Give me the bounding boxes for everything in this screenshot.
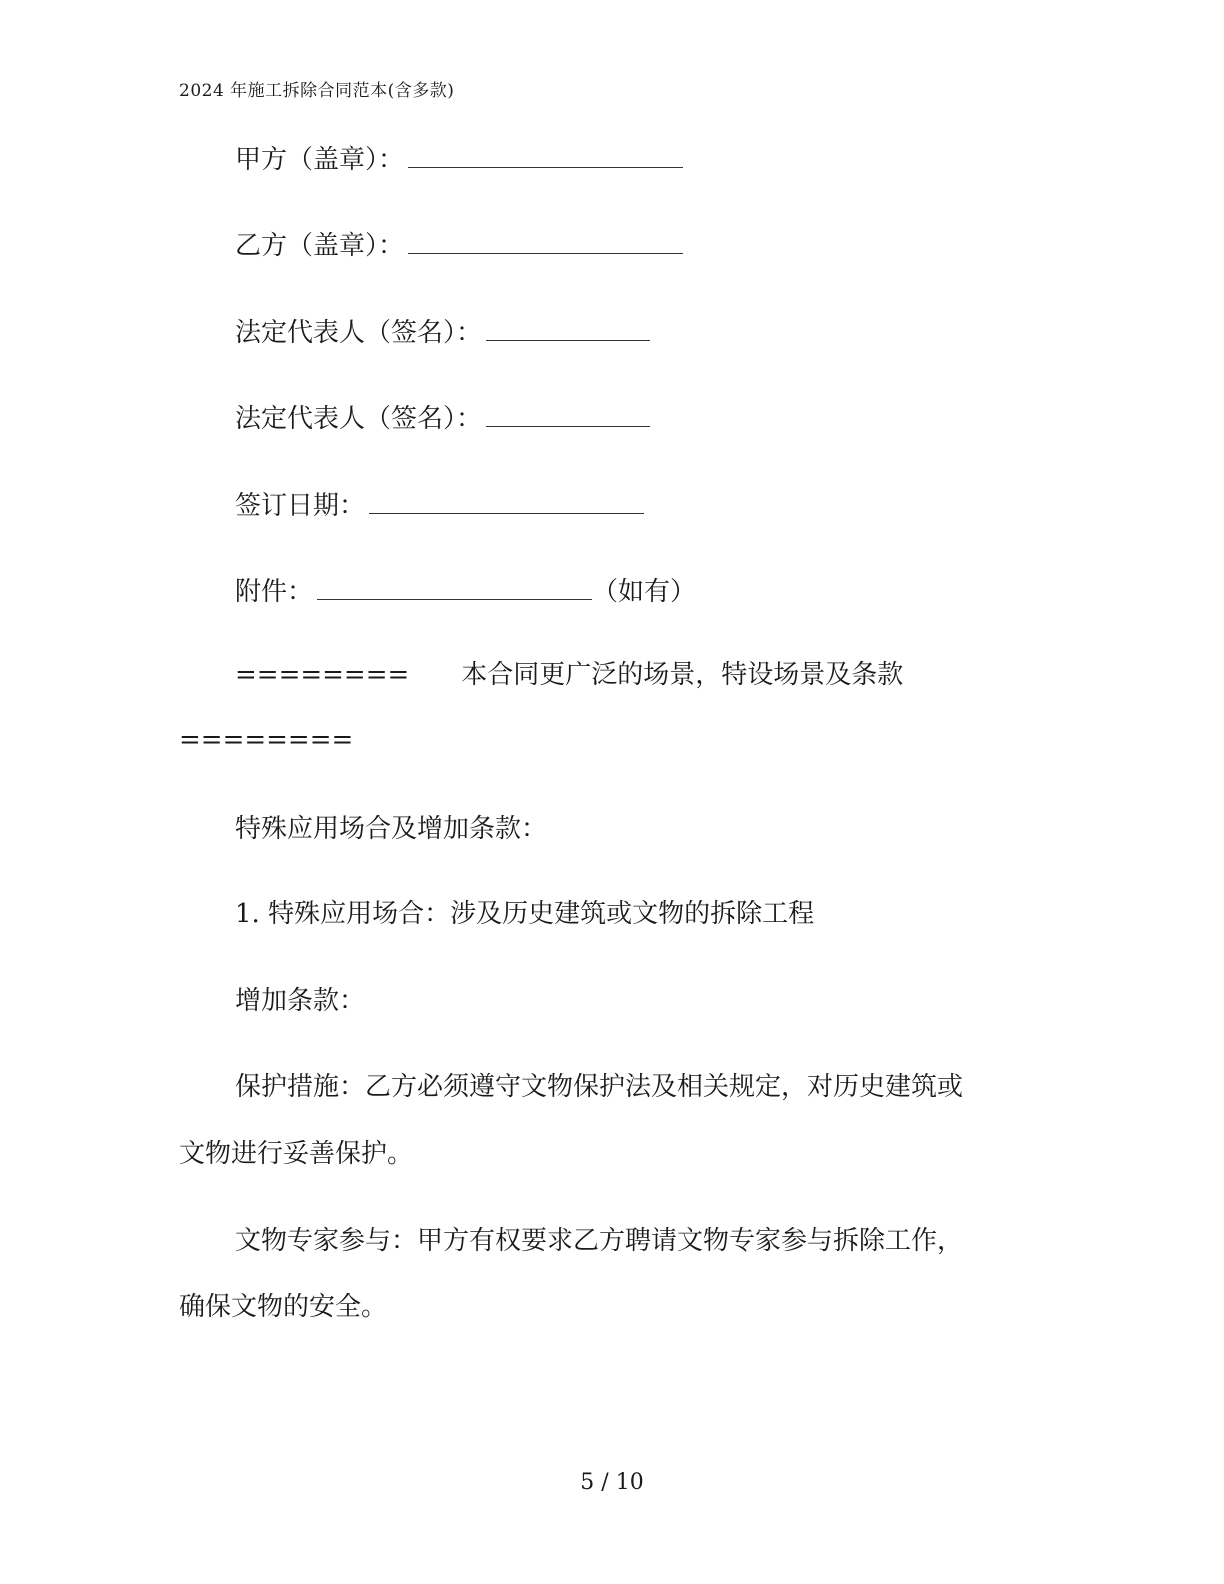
party-a-blank [408,141,683,168]
legal-rep-2-line [235,400,650,435]
legal-rep-2-label: 法定代表人（签名）： [235,404,483,434]
party-a-label: 甲方（盖章）： [235,145,405,175]
protection-paragraph-line-2: 文物进行妥善保护。 [179,1139,414,1169]
legal-rep-2-blank [486,400,650,427]
divider-right: ======== [179,725,354,755]
divider-title: 本合同更广泛的场景，特设场景及条款 [461,660,904,690]
attachment-blank [317,573,592,600]
legal-rep-1-label: 法定代表人（签名）： [235,318,483,348]
page-number: 5 / 10 [580,1470,644,1495]
divider-left: ======== [235,660,410,690]
special-heading: 特殊应用场合及增加条款： [235,814,548,844]
item-1-title: 1. 特殊应用场合：涉及历史建筑或文物的拆除工程 [235,899,815,929]
document-header: 2024 年施工拆除合同范本(含多款) [179,81,455,101]
expert-paragraph-line-1: 文物专家参与：甲方有权要求乙方聘请文物专家参与拆除工作， [235,1226,964,1256]
party-a-seal-line [235,141,683,176]
expert-paragraph-line-2: 确保文物的安全。 [179,1292,388,1322]
legal-rep-1-line [235,314,650,349]
legal-rep-1-blank [486,314,650,341]
added-clauses-heading: 增加条款： [235,986,366,1016]
attachment-line [235,573,696,608]
party-b-label: 乙方（盖章）： [235,231,405,261]
section-divider-line [235,659,903,691]
party-b-seal-line [235,227,683,262]
protection-paragraph-line-1: 保护措施：乙方必须遵守文物保护法及相关规定，对历史建筑或 [235,1072,964,1102]
sign-date-label: 签订日期： [235,491,366,521]
sign-date-blank [369,487,644,514]
party-b-blank [408,227,683,254]
sign-date-line [235,487,644,522]
attachment-suffix: （如有） [592,577,697,607]
attachment-label: 附件： [235,577,314,607]
